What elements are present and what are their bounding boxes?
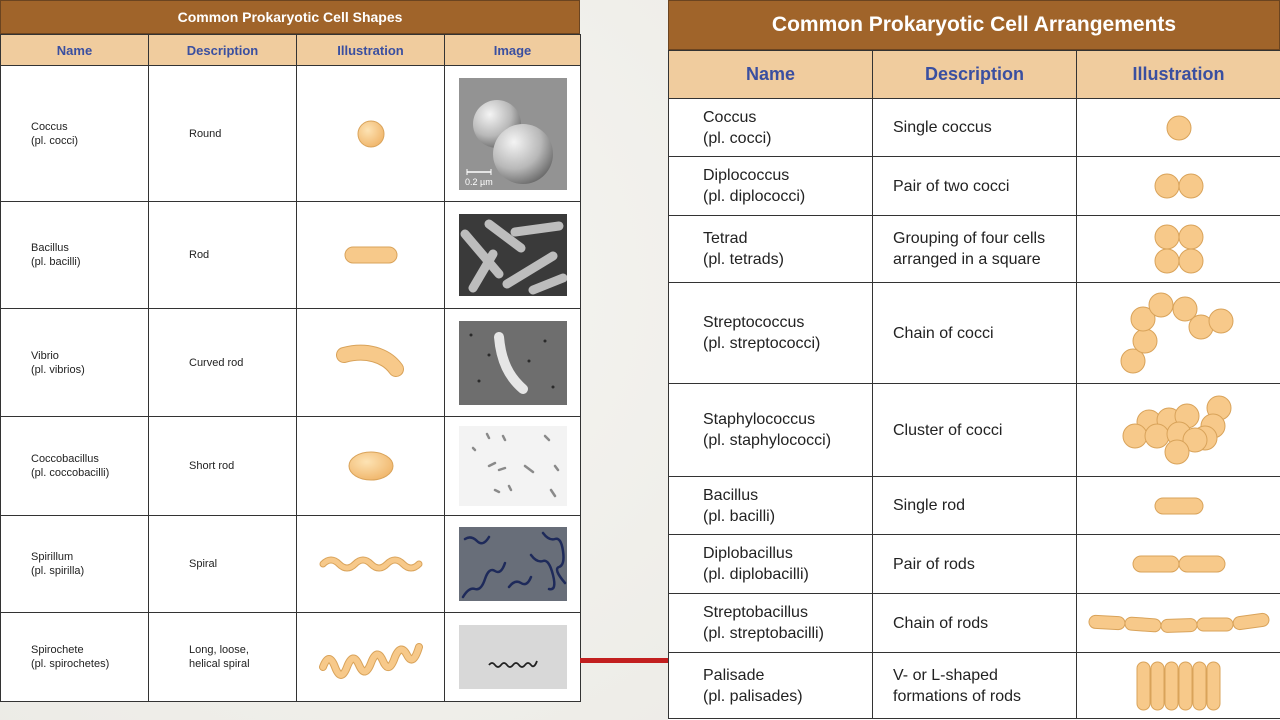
table-row xyxy=(1,613,581,702)
spirochete-micrograph xyxy=(459,625,567,689)
table-row xyxy=(669,594,1280,653)
arrangement-name-cell xyxy=(669,384,873,477)
arrangement-name-cell xyxy=(669,216,873,283)
arrangement-description-cell xyxy=(873,594,1077,653)
arrangement-illustration-cell xyxy=(1077,535,1280,594)
arrangements-header-row xyxy=(669,51,1280,99)
arrangement-name: Streptobacillus xyxy=(703,604,808,621)
shape-description-cell xyxy=(149,309,297,417)
shape-description: Curved rod xyxy=(189,356,244,369)
arrangement-illustration-cell xyxy=(1077,283,1280,384)
shape-description: Short rod xyxy=(189,460,235,472)
table-row xyxy=(669,157,1280,216)
shapes-header-description: Description xyxy=(149,35,297,66)
arrangement-description: Grouping of four cells xyxy=(893,230,1046,247)
arrangement-description: arranged in a square xyxy=(893,251,1041,268)
shape-image-cell xyxy=(445,309,581,417)
coccus-icon xyxy=(351,114,391,154)
shape-illustration-cell xyxy=(297,613,445,702)
arrangement-name: Diplobacillus xyxy=(703,545,793,562)
shapes-header-name: Name xyxy=(1,35,149,66)
shape-image-cell xyxy=(445,202,581,309)
arrangement-illustration-cell xyxy=(1077,99,1280,157)
spirochete-icon xyxy=(317,635,425,679)
shape-plural: (pl. coccobacilli) xyxy=(31,467,110,479)
arrangement-illustration-cell xyxy=(1077,384,1280,477)
shape-name-cell xyxy=(1,613,149,702)
table-row xyxy=(669,384,1280,477)
streptococcus-icon xyxy=(1119,291,1239,375)
staphylococcus-icon xyxy=(1121,394,1237,466)
arrangement-name-cell xyxy=(669,594,873,653)
arrangements-table-title: Common Prokaryotic Cell Arrangements xyxy=(668,0,1280,50)
shape-image-cell xyxy=(445,613,581,702)
spirillum-icon xyxy=(319,552,423,576)
arrangement-name-cell xyxy=(669,653,873,719)
arrangement-description: V- or L-shaped xyxy=(893,666,998,684)
shape-description: helical spiral xyxy=(189,658,250,670)
shape-description: Spiral xyxy=(189,558,218,570)
arrangement-plural: (pl. cocci) xyxy=(703,129,772,147)
shapes-header-illustration: Illustration xyxy=(297,35,445,66)
table-row xyxy=(669,535,1280,594)
arrangement-name-cell xyxy=(669,477,873,535)
shape-name: Spirillum xyxy=(31,551,74,563)
arrangement-plural: (pl. palisades) xyxy=(703,687,803,705)
arrangement-description: Single coccus xyxy=(893,119,992,136)
shape-name-cell xyxy=(1,309,149,417)
arrangements-header-illustration: Illustration xyxy=(1077,51,1280,99)
table-row xyxy=(669,283,1280,384)
vibrio-icon xyxy=(336,343,406,383)
table-row xyxy=(669,477,1280,535)
shape-name-cell xyxy=(1,66,149,202)
arrangement-description-cell xyxy=(873,99,1077,157)
arrangement-plural: (pl. streptobacilli) xyxy=(703,625,824,642)
shape-name: Bacillus xyxy=(31,242,69,254)
arrangement-name-cell xyxy=(669,283,873,384)
shapes-header-image: Image xyxy=(445,35,581,66)
cell-shapes-panel xyxy=(0,0,580,702)
streptobacillus-icon xyxy=(1087,610,1271,636)
arrangements-header-description: Description xyxy=(873,51,1077,99)
shapes-table-title: Common Prokaryotic Cell Shapes xyxy=(0,0,580,34)
arrangement-illustration-cell xyxy=(1077,594,1280,653)
arrangement-description-cell xyxy=(873,477,1077,535)
shape-description: Long, loose, xyxy=(189,644,249,656)
bacillus-micrograph xyxy=(459,214,567,296)
arrangement-name: Palisade xyxy=(703,666,765,684)
vibrio-micrograph xyxy=(459,321,567,405)
shapes-table xyxy=(0,34,581,702)
arrangement-description-cell xyxy=(873,384,1077,477)
arrangements-table xyxy=(668,50,1280,719)
shape-illustration-cell xyxy=(297,66,445,202)
arrangement-plural: (pl. staphylococci) xyxy=(703,432,832,449)
arrangement-illustration-cell xyxy=(1077,653,1280,719)
shape-image-cell xyxy=(445,516,581,613)
table-row xyxy=(669,216,1280,283)
arrangement-name: Bacillus xyxy=(703,486,759,504)
arrangement-description: Single rod xyxy=(893,497,966,514)
arrangement-name: Diplococcus xyxy=(703,167,790,184)
arrangement-plural: (pl. bacilli) xyxy=(703,507,776,525)
diplobacillus-icon xyxy=(1131,553,1227,575)
arrangement-illustration-cell xyxy=(1077,477,1280,535)
tetrad-icon xyxy=(1151,224,1207,274)
shape-plural: (pl. spirilla) xyxy=(31,565,85,577)
shape-illustration-cell xyxy=(297,202,445,309)
table-row xyxy=(669,653,1280,719)
arrangements-header-name: Name xyxy=(669,51,873,99)
arrangement-description: formations of rods xyxy=(893,687,1022,705)
arrangement-description: Chain of cocci xyxy=(893,324,994,342)
single-coccus-icon xyxy=(1164,113,1194,143)
spirillum-micrograph xyxy=(459,527,567,601)
shape-illustration-cell xyxy=(297,417,445,516)
shapes-header-row xyxy=(1,35,581,66)
cell-arrangements-panel xyxy=(668,0,1280,720)
shape-description-cell xyxy=(149,417,297,516)
table-row xyxy=(669,99,1280,157)
coccus-micrograph xyxy=(459,78,567,190)
shape-plural: (pl. vibrios) xyxy=(31,363,85,376)
arrangement-description-cell xyxy=(873,216,1077,283)
arrangement-illustration-cell xyxy=(1077,157,1280,216)
arrangement-name-cell xyxy=(669,99,873,157)
arrangement-plural: (pl. diplococci) xyxy=(703,188,806,205)
arrangement-name-cell xyxy=(669,535,873,594)
arrangement-plural: (pl. streptococci) xyxy=(703,335,821,352)
arrangement-description: Chain of rods xyxy=(893,614,989,632)
shape-description: Rod xyxy=(189,249,210,261)
arrangement-description: Pair of rods xyxy=(893,555,975,573)
arrangement-plural: (pl. diplobacilli) xyxy=(703,566,809,583)
arrangement-name-cell xyxy=(669,157,873,216)
shape-description: Round xyxy=(189,127,222,140)
arrangement-description-cell xyxy=(873,283,1077,384)
shape-description-cell xyxy=(149,516,297,613)
arrangement-name: Streptococcus xyxy=(703,314,805,331)
divider-accent-bar xyxy=(580,658,668,663)
arrangement-illustration-cell xyxy=(1077,216,1280,283)
shape-name-cell xyxy=(1,516,149,613)
arrangement-name: Coccus xyxy=(703,108,757,126)
table-row xyxy=(1,202,581,309)
shape-name: Spirochete xyxy=(31,644,84,656)
shape-plural: (pl. spirochetes) xyxy=(31,658,110,670)
shape-image-cell xyxy=(445,417,581,516)
scale-bar-label: 0.2 µm xyxy=(464,176,493,187)
arrangement-plural: (pl. tetrads) xyxy=(703,251,784,268)
shape-description-cell xyxy=(149,613,297,702)
table-row xyxy=(1,66,581,202)
diplococcus-icon xyxy=(1151,171,1207,201)
table-row xyxy=(1,417,581,516)
arrangement-description-cell xyxy=(873,653,1077,719)
shape-description-cell xyxy=(149,66,297,202)
arrangement-description-cell xyxy=(873,535,1077,594)
shape-name: Coccus xyxy=(31,120,68,133)
shape-name-cell xyxy=(1,202,149,309)
bacillus-icon xyxy=(341,243,401,267)
arrangement-description: Pair of two cocci xyxy=(893,177,1010,195)
arrangement-description: Cluster of cocci xyxy=(893,421,1003,439)
shape-name-cell xyxy=(1,417,149,516)
shape-name: Coccobacillus xyxy=(31,453,99,465)
shape-description-cell xyxy=(149,202,297,309)
single-bacillus-icon xyxy=(1153,495,1205,517)
shape-illustration-cell xyxy=(297,516,445,613)
shape-plural: (pl. cocci) xyxy=(31,134,79,147)
table-row xyxy=(1,516,581,613)
coccobacillus-micrograph xyxy=(459,426,567,506)
arrangement-name: Tetrad xyxy=(703,230,748,247)
shape-image-cell xyxy=(445,66,581,202)
shape-plural: (pl. bacilli) xyxy=(31,256,81,268)
palisade-icon xyxy=(1134,660,1224,712)
coccobacillus-icon xyxy=(343,446,399,486)
arrangement-name: Staphylococcus xyxy=(703,411,816,428)
arrangement-description-cell xyxy=(873,157,1077,216)
shape-name: Vibrio xyxy=(31,349,59,362)
shape-illustration-cell xyxy=(297,309,445,417)
table-row xyxy=(1,309,581,417)
